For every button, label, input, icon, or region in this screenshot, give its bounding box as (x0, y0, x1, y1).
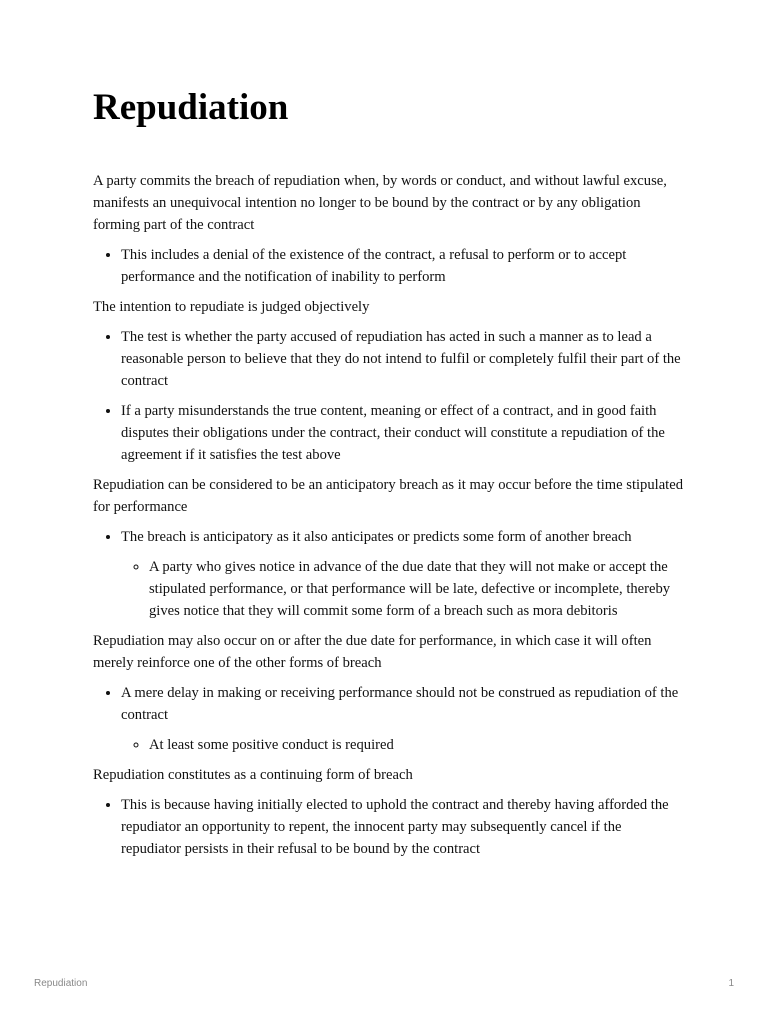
list-item: • The test is whether the party accused of repudiation has acted in such a manner as to lead a reasonable person to believe that they do not intend to fulfil or completely fulfil their part of the contract (121, 326, 683, 392)
sub-bullet-list (121, 556, 683, 622)
page-title: Repudiation (93, 87, 289, 128)
paragraph: Repudiation can be considered to be an anticipatory breach as it may occur before the time stipulated for performance (93, 477, 684, 516)
sub-list-item: ◦ A party who gives notice in advance of the due date that they will not make or accept the stipulated performance, or that performance will be late, defective or incomplete, thereby gives notice that they will commit some form of a breach such as mora debitoris (149, 556, 683, 622)
footer-title: Repudiation (34, 978, 88, 989)
page-number: 1 (728, 978, 734, 989)
sub-bullet-list (121, 734, 683, 756)
paragraph: Repudiation may also occur on or after the due date for performance, in which case it will often merely reinforce one of the other forms of breach (93, 633, 652, 672)
paragraph: Repudiation constitutes as a continuing form of breach (93, 767, 413, 784)
list-item (121, 682, 683, 756)
bullet-list (93, 682, 683, 756)
bullet-list (93, 794, 683, 860)
bullet-list (93, 526, 683, 622)
page-footer (34, 978, 734, 992)
list-item: • This includes a denial of the existence of the contract, a refusal to perform or to accept performance and the notification of inability to perform (121, 244, 683, 288)
list-item: • This is because having initially elected to uphold the contract and thereby having afforded the repudiator an opportunity to repent, the innocent party may subsequently cancel if the repudiator persists in their refusal to be bound by the contract (121, 794, 683, 860)
list-item-text: The breach is anticipatory as it also anticipates or predicts some form of another breach (121, 529, 632, 546)
list-item (121, 526, 683, 622)
sub-list-item: ◦ At least some positive conduct is required (149, 734, 683, 756)
bullet-list (93, 326, 683, 466)
paragraph: The intention to repudiate is judged objectively (93, 299, 370, 316)
paragraph: A party commits the breach of repudiation when, by words or conduct, and without lawful excuse, manifests an unequivocal intention no longer to be bound by the contract or by any obligation forming part of the contract (93, 173, 667, 234)
list-item: • If a party misunderstands the true content, meaning or effect of a contract, and in good faith disputes their obligations under the contract, their conduct will constitute a repudiation of the agreement if it satisfies the test above (121, 400, 683, 466)
bullet-list (93, 244, 683, 288)
document-page (93, 86, 683, 868)
list-item-text: A mere delay in making or receiving performance should not be construed as repudiation of the contract (121, 685, 679, 724)
